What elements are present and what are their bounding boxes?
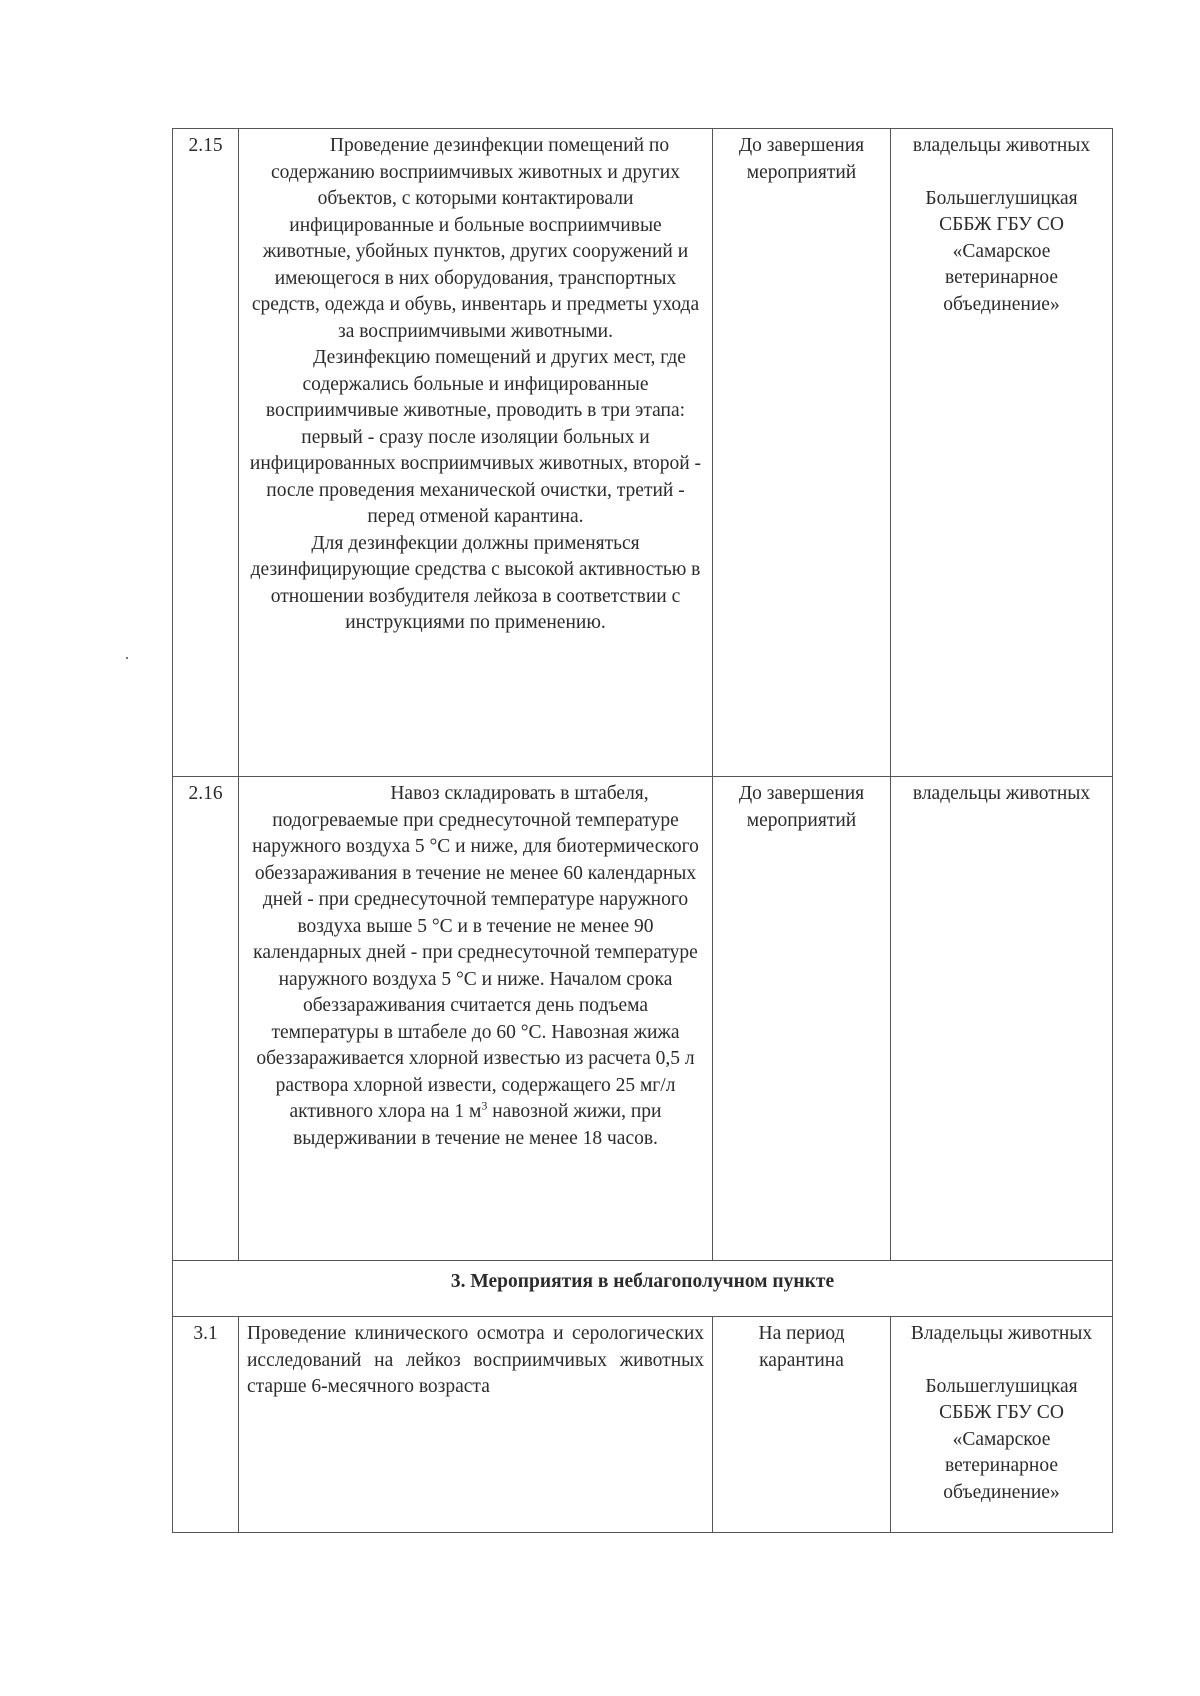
table-row <box>173 1317 1113 1533</box>
measure-cell <box>239 777 713 1261</box>
measure-paragraph: Проведение дезинфекции помещений по содержанию восприимчивых животных и других объектов, с которыми контактировали инфицированные и больные восприимчивые животные, убойных пунктов, других сооружений и имеющегося в них оборудования, транспортных средств, одежда и обувь, инвентарь и предметы ухода за восприимчивыми животными. <box>251 135 700 342</box>
measure-paragraph: Дезинфекцию помещений и других мест, где содержались больные и инфицированные восприимчивые животные, проводить в три этапа: первый - сразу после изоляции больных и инфицированных восприимчивых животных, второй - после проведения механической очистки, третий - перед отменой карантина. <box>249 347 702 527</box>
table-row <box>173 129 1113 777</box>
responsible-org: Большеглушицкая СББЖ ГБУ СО «Самарское ветеринарное объединение» <box>925 187 1078 315</box>
section-title: 3. Мероприятия в неблагополучном пункте <box>173 1261 1113 1317</box>
measure-cell: Проведение клинического осмотра и серологических исследований на лейкоз восприимчивых животных старше 6-месячного возраста <box>239 1317 713 1533</box>
responsible-cell <box>891 129 1113 777</box>
deadline-cell: До завершения мероприятий <box>713 777 891 1261</box>
measure-paragraph: Навоз складировать в штабеля, подогреваемые при среднесуточной температуре наружного воздуха 5 °С и ниже, для биотермического обеззараживания в течение не менее 60 календарных дней - при среднесуточной температуре наружного воздуха выше 5 °С и в течение не менее 90 календарных дней - при среднесуточной температуре наружного воздуха 5 °С и ниже. Началом срока обеззараживания считается день подъема температуры в штабеле до 60 °С. Навозная жижа обеззараживается хлорной известью из расчета 0,5 л раствора хлорной извести, содержащего 25 мг/л активного хлора на 1 $м^3$ навозной жижи, при выдерживании в течение не менее 18 часов. <box>252 783 699 1149</box>
responsible-cell <box>891 777 1113 1261</box>
scan-speck <box>126 657 128 659</box>
measure-cell <box>239 129 713 777</box>
responsible-owner: владельцы животных <box>912 135 1091 156</box>
row-number: 2.16 <box>173 777 239 1261</box>
row-number: 2.15 <box>173 129 239 777</box>
responsible-cell <box>891 1317 1113 1533</box>
table-row <box>173 777 1113 1261</box>
measures-table <box>172 128 1113 1533</box>
superscript: 3 <box>481 1098 488 1113</box>
responsible-owner: владельцы животных <box>912 783 1091 804</box>
deadline-cell: До завершения мероприятий <box>713 129 891 777</box>
row-number: 3.1 <box>173 1317 239 1533</box>
measure-paragraph: Для дезинфекции должны применяться дезинфицирующие средства с высокой активностью в отношении возбудителя лейкоза в соответствии с инструкциями по применению. <box>250 532 701 633</box>
responsible-owner: Владельцы животных <box>910 1323 1093 1344</box>
section-row <box>173 1261 1113 1317</box>
deadline-cell: На период карантина <box>713 1317 891 1533</box>
responsible-org: Большеглушицкая СББЖ ГБУ СО «Самарское ветеринарное объединение» <box>925 1375 1078 1503</box>
